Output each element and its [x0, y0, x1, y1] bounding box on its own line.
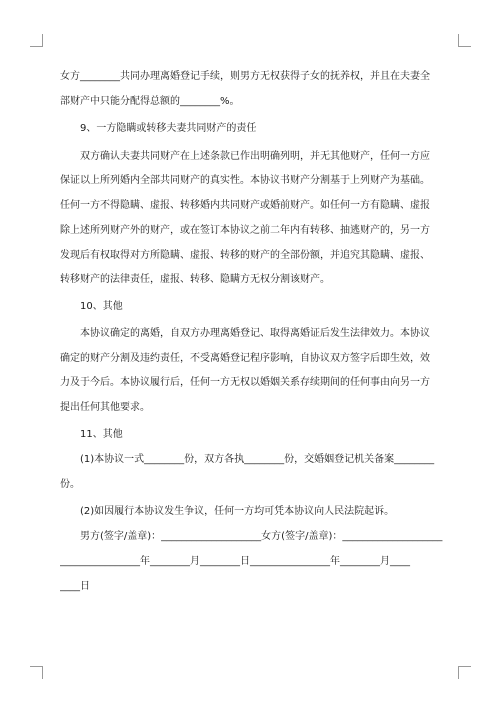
text-line: 本协议确定的离婚，自双方办理离婚登记、取得离婚证后发生法律效力。本协议 [80, 328, 430, 339]
text-line: 发现后有权取得对方所隐瞒、虚报、转移的财产的全部份额，并追究其隐瞒、虚报、 [60, 250, 430, 261]
text-line: 保证以上所列婚内全部共同财产的真实性。本协议书财产分割基于上列财产为基础。 [60, 175, 430, 186]
section-heading: 11、其他 [80, 429, 123, 440]
text-line: 确定的财产分割及违约责任，不受离婚登记程序影响，自协议双方签字后即生效，效 [60, 353, 430, 364]
crop-mark-bottom-left [30, 666, 43, 679]
text-line: 部财产中只能分配得总额的________%。 [60, 96, 240, 107]
section-heading: 9、一方隐瞒或转移夫妻共同财产的责任 [80, 123, 257, 134]
signature-line: 男方(签字/盖章)：____________________女方(签字/盖章)：____________________ [80, 531, 443, 542]
text-line: 力及于今后。本协议履行后，任何一方无权以婚姻关系存续期间的任何事由向另一方 [60, 377, 430, 388]
text-line: (1)本协议一式________份，双方各执________份，交婚姻登记机关备案________ [80, 454, 435, 465]
text-line: 双方确认夫妻共同财产在上述条款已作出明确列明，并无其他财产，任何一方应 [80, 151, 430, 162]
text-line: 除上述所列财产外的财产，或在签订本协议之前二年内有转移、抽逃财产的，另一方 [60, 225, 430, 236]
crop-mark-bottom-right [458, 666, 471, 679]
text-line: 转移财产的法律责任，虚报、转移、隐瞒方无权分割该财产。 [60, 274, 330, 285]
text-line: (2)如因履行本协议发生争议，任何一方均可凭本协议向人民法院起诉。 [80, 506, 395, 517]
text-line: 提出任何其他要求。 [60, 402, 150, 413]
section-heading: 10、其他 [80, 301, 123, 312]
text-line: 份。 [60, 479, 80, 490]
text-line: 任何一方不得隐瞒、虚报、转移婚内共同财产或婚前财产。如任何一方有隐瞒、虚报 [60, 200, 430, 211]
date-line: ____日 [60, 581, 90, 592]
crop-mark-top-left [30, 34, 43, 47]
crop-mark-top-right [458, 34, 471, 47]
text-line: 女方________共同办理离婚登记手续，则男方无权获得子女的抚养权，并且在夫妻全 [60, 71, 430, 82]
date-line: ________________年________月________日________________年________月____ [60, 556, 410, 567]
